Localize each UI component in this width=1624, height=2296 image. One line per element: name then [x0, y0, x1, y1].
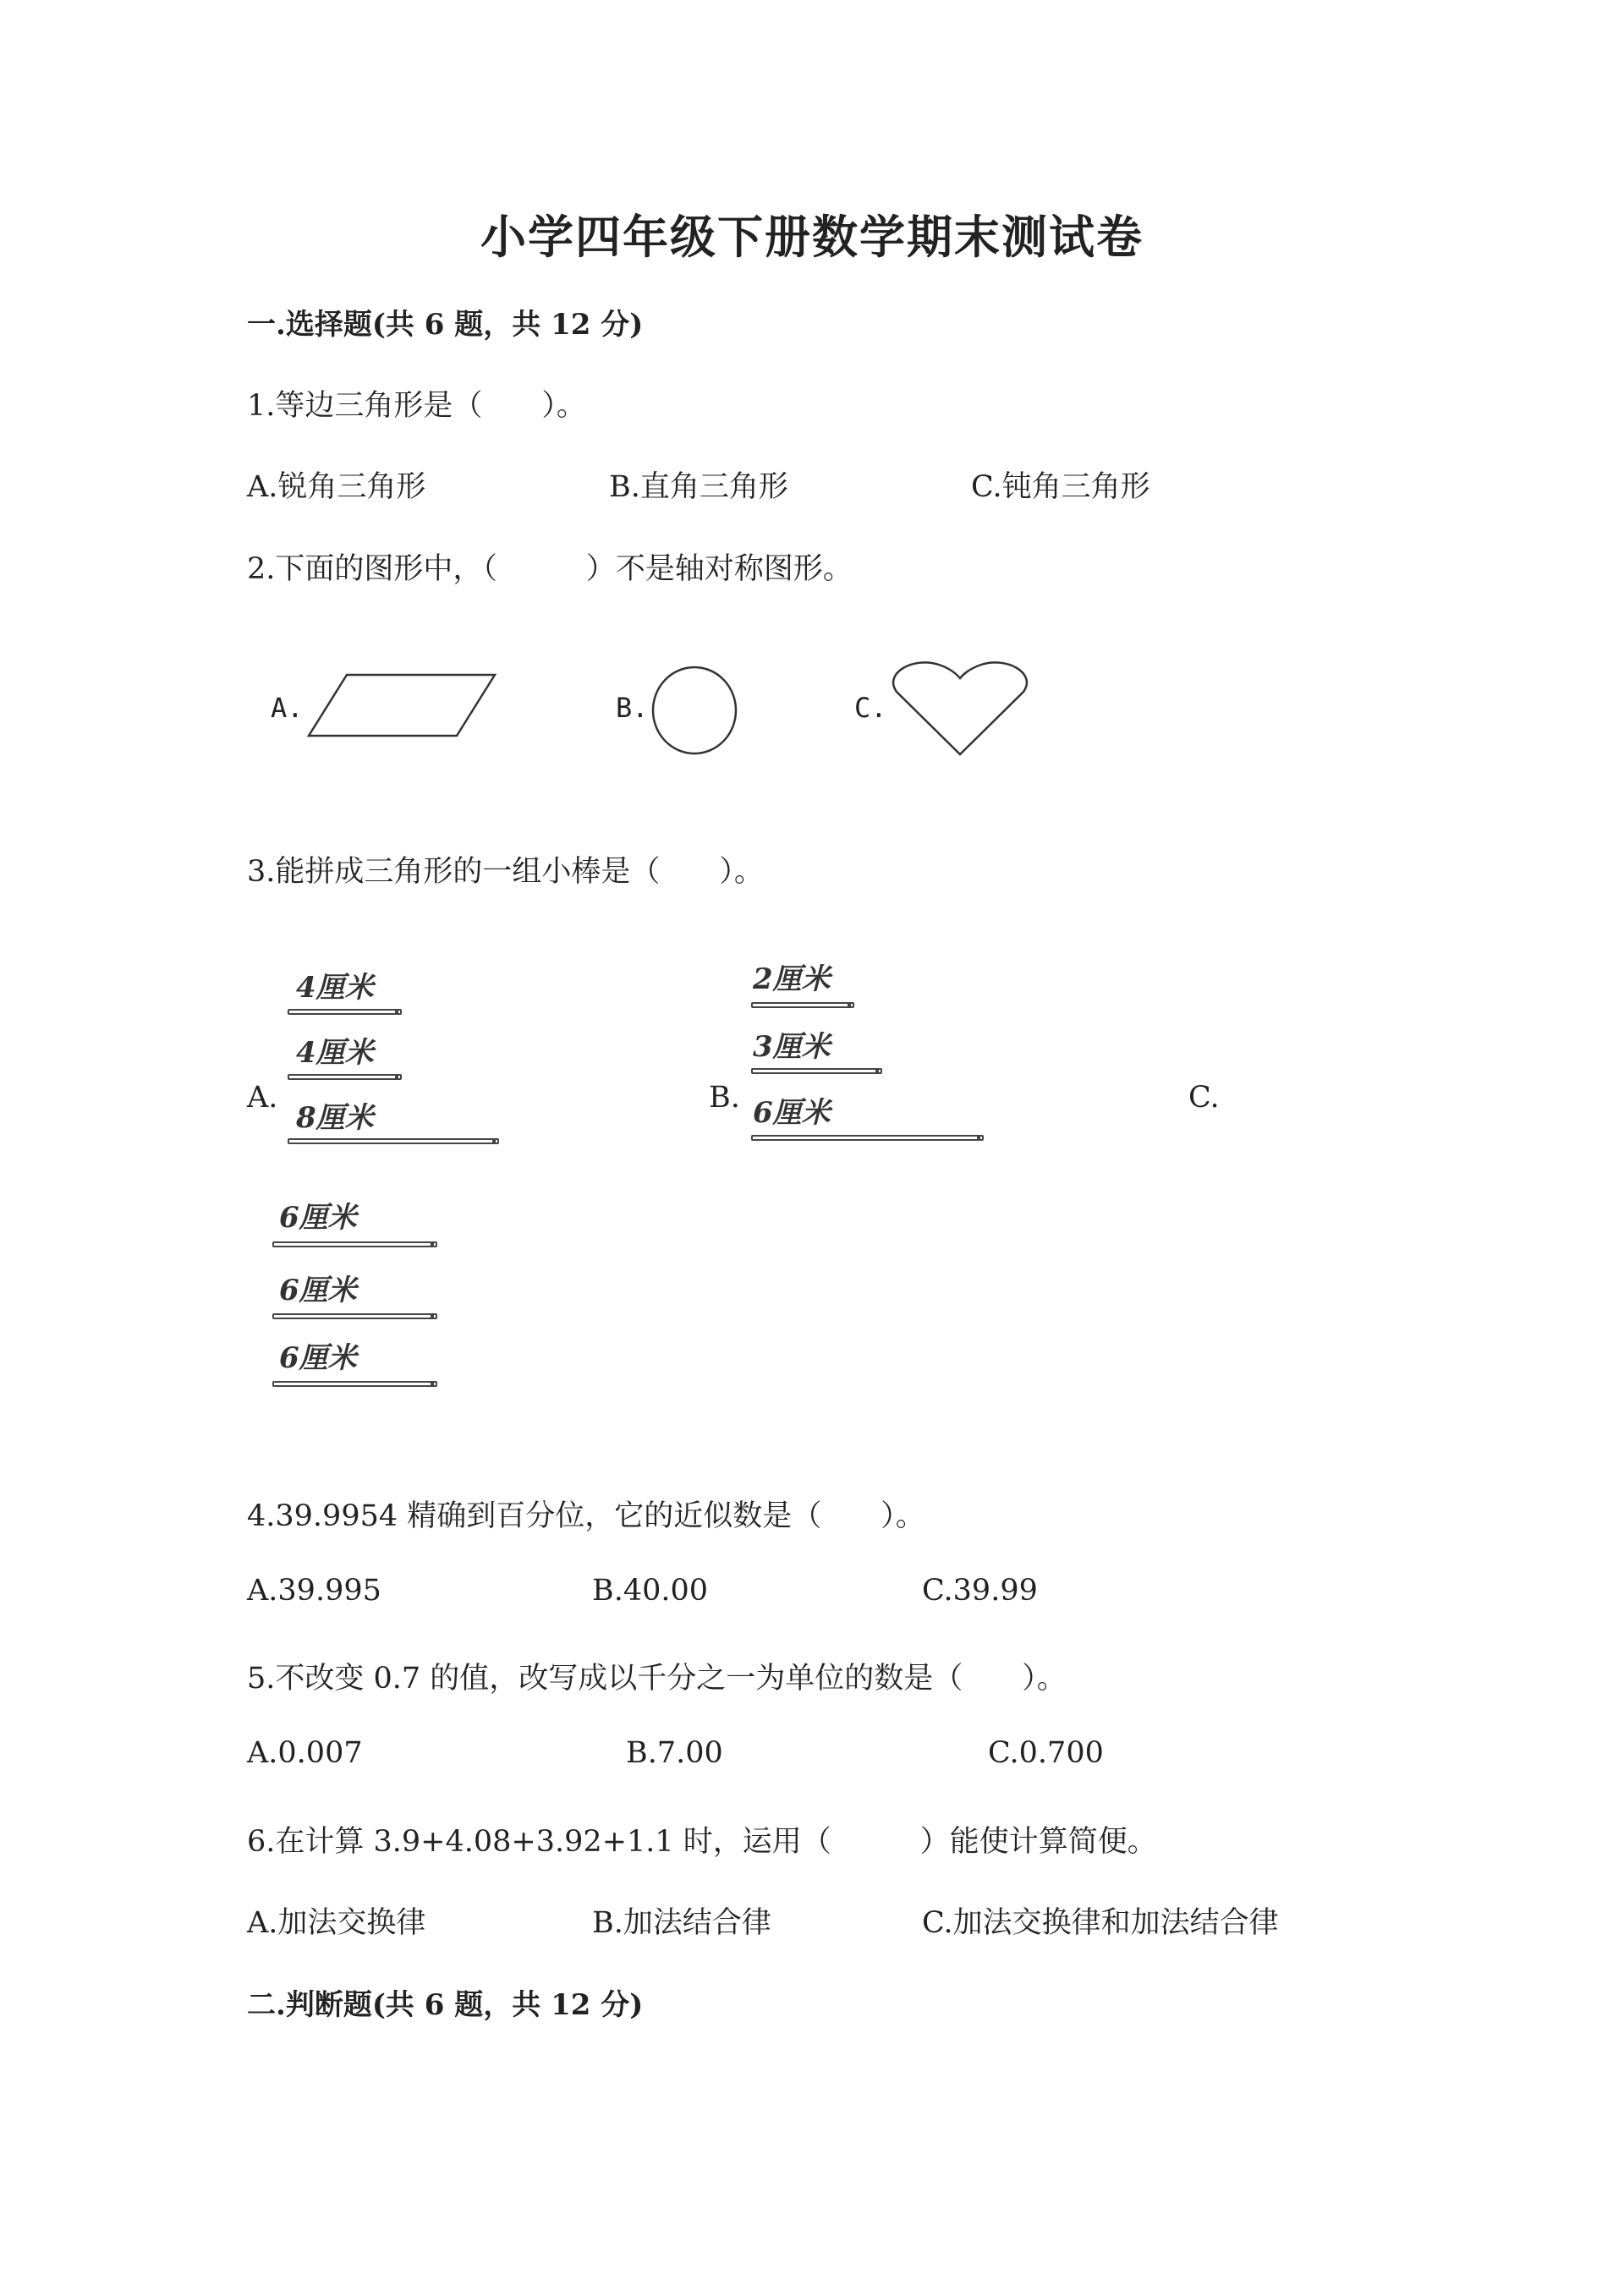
stick	[272, 1241, 437, 1247]
stick	[288, 1074, 402, 1080]
q4-option-a: A.39.995	[247, 1574, 381, 1608]
q2-option-a: A.	[271, 692, 304, 724]
q1-option-b: B.直角三角形	[609, 470, 788, 504]
q3-option-c: C.	[1188, 1081, 1220, 1115]
q5-option-b: B.7.00	[626, 1736, 723, 1770]
q6-option-c: C.加法交换律和加法结合律	[922, 1906, 1279, 1940]
q6-option-b: B.加法结合律	[592, 1906, 771, 1940]
section-heading-choice: 一.选择题(共 6 题，共 12 分)	[247, 308, 644, 342]
stick	[272, 1313, 437, 1319]
stick	[751, 1002, 854, 1008]
stick	[272, 1381, 437, 1387]
q4-option-c: C.39.99	[922, 1574, 1038, 1608]
page-title: 小学四年级下册数学期末测试卷	[480, 210, 1144, 264]
stick	[288, 1138, 499, 1144]
stick-label: 4厘米	[296, 971, 374, 1005]
stick	[751, 1135, 984, 1141]
question-6: 6.在计算 3.9+4.08+3.92+1.1 时，运用（ ）能使计算简便。	[247, 1825, 1157, 1859]
heart-figure	[888, 660, 1032, 761]
stick	[288, 1009, 402, 1015]
stick-label: 6厘米	[279, 1274, 357, 1307]
question-4: 4.39.9954 精确到百分位，它的近似数是（ ）。	[247, 1499, 925, 1533]
q2-option-c: C.	[854, 692, 887, 724]
stick-label: 8厘米	[296, 1101, 374, 1135]
question-5: 5.不改变 0.7 的值，改写成以千分之一为单位的数是（ ）。	[247, 1662, 1067, 1696]
stick-label: 4厘米	[296, 1036, 374, 1070]
q1-option-c: C.钝角三角形	[971, 470, 1150, 504]
q6-option-a: A.加法交换律	[247, 1906, 426, 1940]
q3-option-b: B.	[709, 1081, 740, 1115]
q5-option-a: A.0.007	[247, 1736, 363, 1770]
stick-label: 3厘米	[753, 1030, 831, 1064]
q3-option-a: A.	[247, 1081, 278, 1115]
section-heading-judgement: 二.判断题(共 6 题，共 12 分)	[247, 1988, 644, 2022]
stick	[751, 1068, 882, 1074]
q2-option-b: B.	[616, 692, 649, 724]
stick-label: 6厘米	[279, 1341, 357, 1375]
q1-option-a: A.锐角三角形	[247, 470, 426, 504]
q4-option-b: B.40.00	[592, 1574, 709, 1608]
stick-label: 2厘米	[753, 962, 831, 996]
stick-label: 6厘米	[279, 1201, 357, 1235]
question-2: 2.下面的图形中，（ ）不是轴对称图形。	[247, 552, 853, 586]
stick-label: 6厘米	[753, 1096, 831, 1130]
circle-figure	[651, 666, 741, 759]
question-3: 3.能拼成三角形的一组小棒是（ ）。	[247, 855, 764, 889]
parallelogram-figure	[304, 672, 508, 740]
q5-option-c: C.0.700	[988, 1736, 1104, 1770]
question-1: 1.等边三角形是（ ）。	[247, 389, 586, 423]
